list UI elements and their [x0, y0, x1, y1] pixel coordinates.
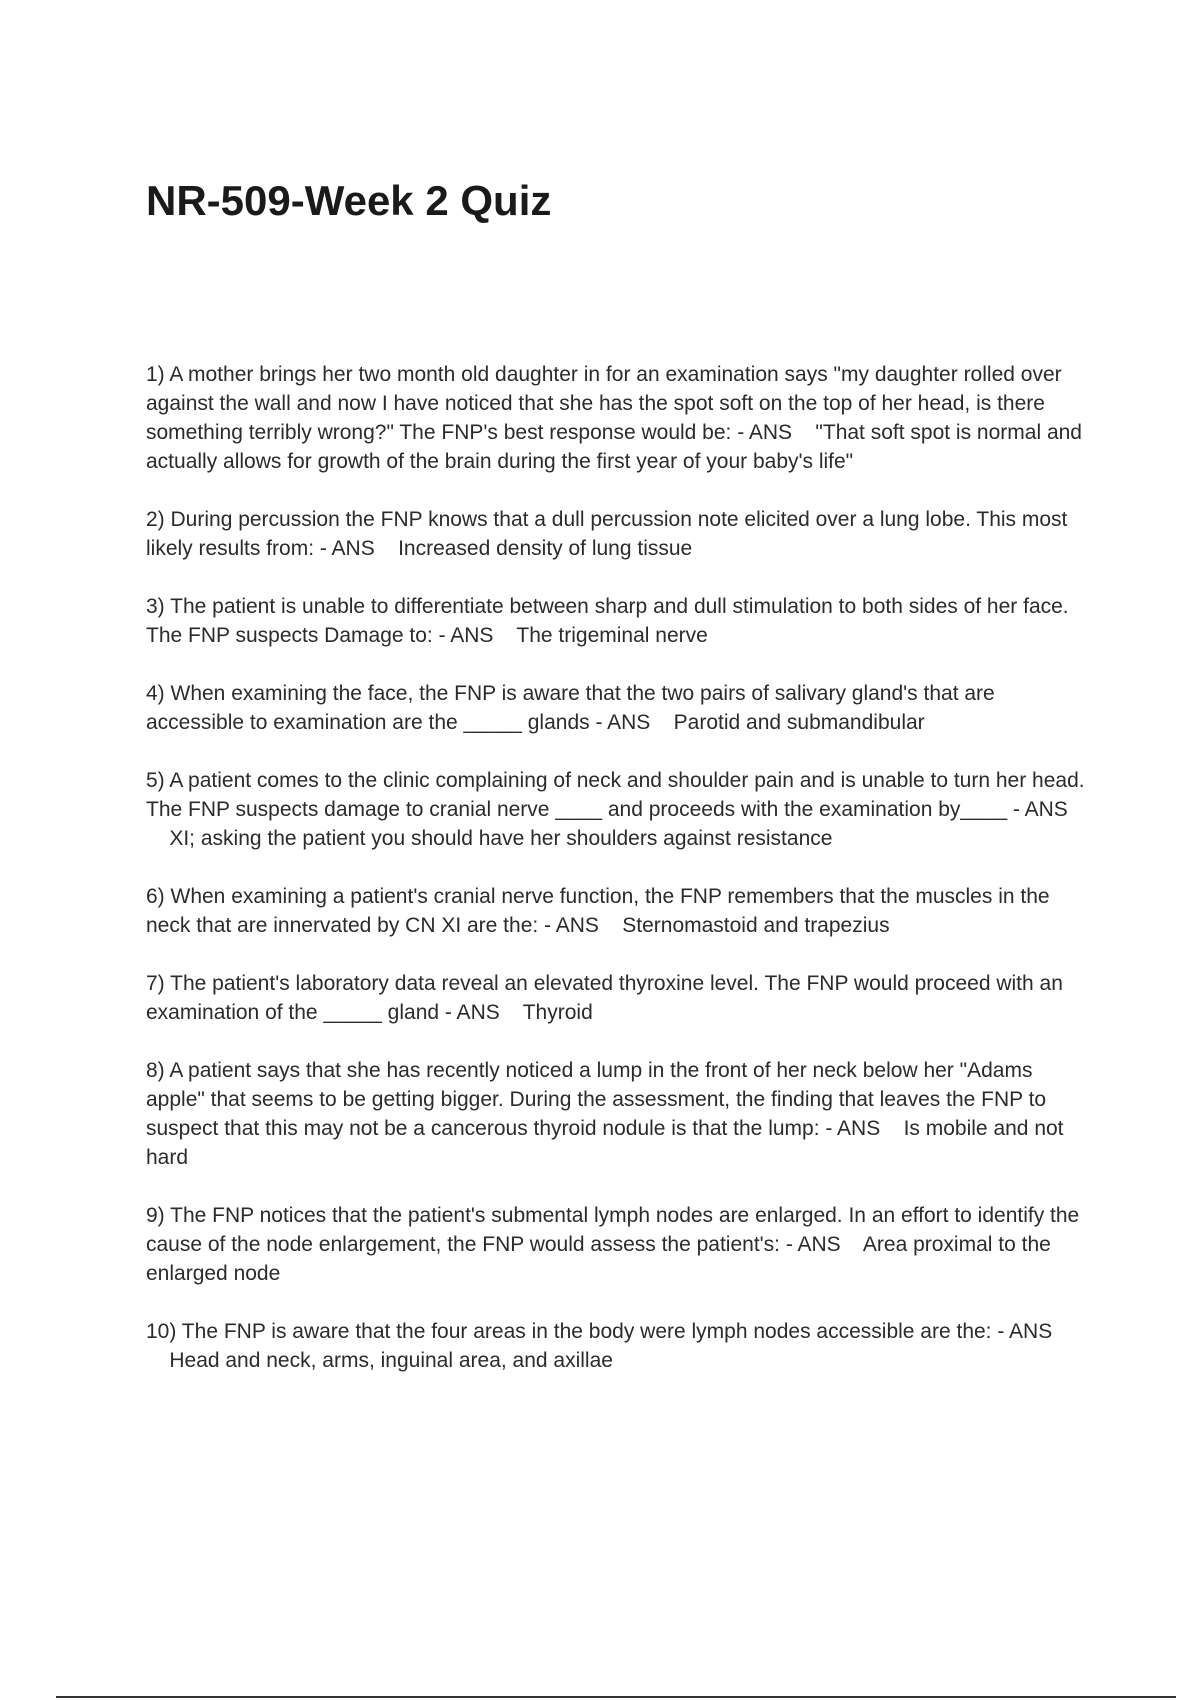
- question-item-8: [146, 1056, 1096, 1172]
- answer-text: Parotid and submandibular: [673, 711, 925, 734]
- question-text: 4) When examining the face, the FNP is aware that the two pairs of salivary gland's that are accessible to examination are the _____ glands - ANS: [146, 682, 1001, 734]
- question-item-9: [146, 1201, 1096, 1288]
- answer-text: "That soft spot is normal and actually allows for growth of the brain during the first year of your baby's life": [146, 421, 1088, 473]
- question-item-3: [146, 592, 1096, 650]
- question-item-10: [146, 1317, 1096, 1375]
- answer-text: Sternomastoid and trapezius: [622, 914, 890, 937]
- document-title: NR-509-Week 2 Quiz: [146, 177, 552, 224]
- question-item-7: [146, 969, 1096, 1027]
- answer-text: Thyroid: [522, 1001, 593, 1024]
- question-text: 8) A patient says that she has recently noticed a lump in the front of her neck below her "Adams apple" that seems to be getting bigger. During the assessment, the finding that leaves the FNP to suspect that this may not be a cancerous thyroid nodule is that the lump: - ANS: [146, 1059, 1052, 1140]
- question-text: 1) A mother brings her two month old daughter in for an examination says "my daughter rolled over against the wall and now I have noticed that she has the spot soft on the top of her head, is there something terribly wrong?" The FNP's best response would be: - ANS: [146, 363, 1068, 444]
- answer-text: The trigeminal nerve: [516, 624, 708, 647]
- question-item-4: [146, 679, 1096, 737]
- question-item-1: [146, 360, 1096, 476]
- question-item-6: [146, 882, 1096, 940]
- question-text: 2) During percussion the FNP knows that a dull percussion note elicited over a lung lobe. This most likely results from: - ANS: [146, 508, 1074, 560]
- answer-text: Is mobile and not hard: [146, 1117, 1070, 1169]
- question-text: 9) The FNP notices that the patient's submental lymph nodes are enlarged. In an effort to identify the cause of the node enlargement, the FNP would assess the patient's: - ANS: [146, 1204, 1086, 1256]
- question-list: [146, 360, 1096, 1404]
- question-text: 5) A patient comes to the clinic complaining of neck and shoulder pain and is unable to turn her head. The FNP suspects damage to cranial nerve ____ and proceeds with the examination by____ - ANS: [146, 769, 1091, 821]
- question-item-5: [146, 766, 1096, 853]
- answer-text: Increased density of lung tissue: [398, 537, 693, 560]
- question-text: 10) The FNP is aware that the four areas in the body were lymph nodes accessible are the: - ANS: [146, 1320, 1053, 1343]
- answer-text: Area proximal to the enlarged node: [146, 1233, 1057, 1285]
- question-text: 7) The patient's laboratory data reveal an elevated thyroxine level. The FNP would proceed with an examination of the _____ gland - ANS: [146, 972, 1069, 1024]
- question-text: 3) The patient is unable to differentiate between sharp and dull stimulation to both sides of her face. The FNP suspects Damage to: - ANS: [146, 595, 1075, 647]
- answer-text: Head and neck, arms, inguinal area, and axillae: [169, 1349, 613, 1372]
- question-item-2: [146, 505, 1096, 563]
- page-bottom-divider: [56, 1696, 1176, 1698]
- answer-text: XI; asking the patient you should have her shoulders against resistance: [169, 827, 833, 850]
- question-text: 6) When examining a patient's cranial nerve function, the FNP remembers that the muscles in the neck that are innervated by CN XI are the: - ANS: [146, 885, 1056, 937]
